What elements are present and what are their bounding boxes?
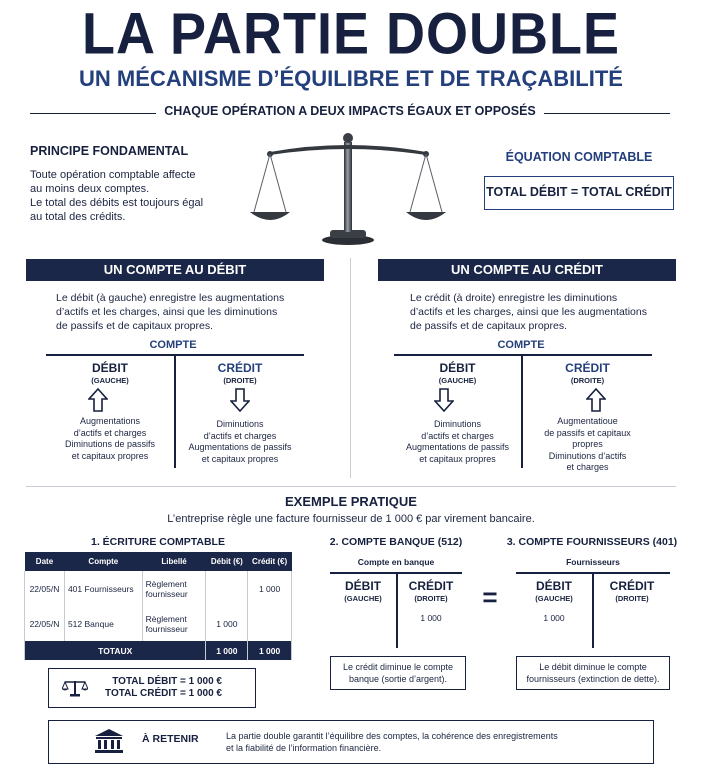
libelle-line: fournisseur — [145, 588, 188, 599]
cell-credit: 1 000 — [248, 571, 292, 606]
debit-col-sub: (GAUCHE) — [438, 376, 477, 385]
effect-line: Augmentations de passifs — [188, 442, 292, 452]
credit-col-sub: (DROITE) — [223, 376, 257, 385]
tagline-row — [30, 104, 670, 122]
debit-col-sub: (GAUCHE) — [344, 594, 382, 603]
arrow-up-icon — [88, 388, 108, 412]
column-header: Crédit (€) — [248, 552, 292, 571]
credit-description — [410, 291, 670, 333]
cell-date: 22/05/N — [25, 571, 65, 606]
retenir-text — [226, 730, 636, 754]
column-header: Libellé — [142, 552, 206, 571]
column-divider — [350, 258, 351, 478]
table-header-row — [25, 552, 292, 571]
fournisseurs-debit-value: 1 000 — [543, 613, 565, 623]
arrow-up-icon — [586, 388, 606, 412]
table-row — [25, 571, 292, 606]
credit-col-sub: (DROITE) — [570, 376, 605, 385]
column-header: Compte — [64, 552, 142, 571]
cell-libelle — [142, 606, 206, 641]
note-line: fournisseurs (extinction de dette). — [526, 674, 660, 684]
credit-col-sub: (DROITE) — [615, 594, 649, 603]
effect-line: d’actifs et charges — [203, 430, 277, 441]
principle-line: au moins deux comptes. — [30, 183, 150, 195]
effect-line: Augmentations — [79, 416, 141, 426]
cell-date: 22/05/N — [25, 606, 65, 641]
effect-line: Diminutions d’actifs — [548, 450, 627, 461]
fournisseurs-account-label: Fournisseurs — [566, 557, 620, 567]
example-title: EXEMPLE PRATIQUE — [285, 494, 417, 509]
desc-line: Le débit (à gauche) enregistre les augmentations — [56, 292, 285, 304]
equation-title: ÉQUATION COMPTABLE — [505, 150, 653, 164]
debit-description — [56, 291, 316, 333]
bank-icon — [94, 728, 124, 754]
effect-line: et capitaux propres — [201, 453, 279, 464]
totals-credit: 1 000 — [248, 641, 292, 660]
credit-col-sub: (DROITE) — [414, 594, 448, 603]
effect-line: propres — [572, 439, 603, 449]
debit-compte-label: COMPTE — [149, 339, 197, 351]
retenir-line: et la fiabilité de l’information financière. — [226, 743, 382, 753]
effect-line: d’actifs et charges — [73, 427, 147, 438]
cell-libelle — [142, 571, 206, 606]
credit-effect-text — [523, 416, 652, 474]
effect-line: Augmentatioue — [557, 416, 618, 426]
cell-credit — [248, 606, 292, 641]
banque-title: 2. COMPTE BANQUE (512) — [329, 536, 463, 548]
effect-line: de passifs et capitaux — [544, 427, 631, 438]
principle-line: Toute opération comptable affecte — [30, 169, 196, 181]
effect-line: Diminutions — [216, 419, 264, 429]
balance-scale-icon — [248, 126, 448, 248]
cell-compte: 401 Fournisseurs — [64, 571, 142, 606]
arrow-down-icon — [230, 388, 250, 412]
cell-compte: 512 Banque — [64, 606, 142, 641]
equation-box: TOTAL DÉBIT = TOTAL CRÉDIT — [484, 176, 674, 210]
retenir-line: La partie double garantit l’équilibre des comptes, la cohérence des enregistrements — [226, 731, 558, 741]
debit-col-label: DÉBIT — [439, 361, 476, 375]
credit-col-label: CRÉDIT — [408, 579, 454, 593]
fournisseurs-title: 3. COMPTE FOURNISSEURS (401) — [506, 536, 678, 548]
libelle-line: Règlement — [145, 613, 187, 624]
totals-debit: 1 000 — [206, 641, 248, 660]
example-text: L’entreprise règle une facture fournisseur de 1 000 € par virement bancaire. — [167, 513, 535, 525]
t-account-top — [394, 354, 652, 356]
desc-line: Le crédit (à droite) enregistre les diminutions — [410, 292, 618, 304]
journal-title: 1. ÉCRITURE COMPTABLE — [91, 536, 225, 548]
totals-label: TOTAUX — [25, 641, 206, 660]
note-line: Le crédit diminue le compte — [342, 662, 454, 672]
credit-col-label: CRÉDIT — [217, 361, 263, 375]
principle-line: au total des crédits. — [30, 211, 126, 223]
summary-debit: TOTAL DÉBIT = 1 000 € — [112, 676, 222, 687]
totals-summary — [100, 676, 250, 700]
libelle-line: Règlement — [145, 578, 187, 589]
principle-title: PRINCIPE FONDAMENTAL — [30, 144, 189, 158]
effect-line: Diminutions de passifs — [64, 439, 156, 449]
debit-col-label: DÉBIT — [92, 361, 128, 375]
cell-debit: 1 000 — [206, 606, 248, 641]
small-scale-icon — [62, 678, 88, 698]
libelle-line: fournisseur — [145, 623, 188, 634]
tagline: CHAQUE OPÉRATION A DEUX IMPACTS ÉGAUX ET OPPOSÉS — [156, 104, 544, 118]
page-subtitle: UN MÉCANISME D’ÉQUILIBRE ET DE TRAÇABILITÉ — [79, 66, 623, 91]
credit-col-label: CRÉDIT — [565, 361, 610, 375]
credit-banner: UN COMPTE AU CRÉDIT — [378, 259, 676, 281]
credit-effect-text — [176, 419, 304, 465]
debit-effect-text — [46, 416, 174, 462]
equals-sign: = — [482, 582, 498, 612]
banque-account-label: Compte en banque — [357, 557, 435, 567]
effect-line: et capitaux propres — [71, 450, 149, 461]
debit-col-label: DÉBIT — [536, 579, 572, 593]
credit-col-label: CRÉDIT — [609, 579, 655, 593]
effect-line: et charges — [566, 462, 609, 472]
column-header: Date — [25, 552, 65, 571]
page-title: LA PARTIE DOUBLE — [82, 1, 620, 67]
fournisseurs-note — [516, 656, 670, 690]
note-line: banque (sortie d’argent). — [348, 674, 448, 684]
banque-credit-value: 1 000 — [420, 613, 442, 623]
effect-line: et capitaux propres — [419, 453, 496, 464]
note-line: Le débit diminue le compte — [539, 662, 647, 672]
desc-line: de passifs et de capitaux propres. — [56, 320, 214, 332]
desc-line: d’actifs et les charges, ainsi que les diminutions — [56, 306, 278, 318]
debit-col-sub: (GAUCHE) — [535, 594, 573, 603]
banque-note — [330, 656, 466, 690]
debit-banner: UN COMPTE AU DÉBIT — [26, 259, 324, 281]
desc-line: d’actifs et les charges, ainsi que les augmentations — [410, 306, 647, 318]
debit-col-label: DÉBIT — [345, 579, 381, 593]
summary-credit: TOTAL CRÉDIT = 1 000 € — [105, 688, 222, 699]
debit-col-sub: (GAUCHE) — [91, 376, 129, 385]
desc-line: de passifs et de capitaux propres. — [410, 320, 568, 332]
cell-debit — [206, 571, 248, 606]
credit-compte-label: COMPTE — [497, 339, 545, 351]
effect-line: d’actifs et charges — [421, 430, 494, 441]
principle-text — [30, 168, 240, 224]
arrow-down-icon — [434, 388, 454, 412]
totals-row — [25, 641, 292, 660]
section-divider — [26, 486, 676, 487]
debit-effect-text — [394, 419, 521, 465]
table-row — [25, 606, 292, 641]
principle-line: Le total des débits est toujours égal — [30, 197, 204, 209]
journal-table — [24, 552, 292, 660]
effect-line: Augmentations de passifs — [405, 442, 510, 452]
effect-line: Diminutions — [433, 419, 482, 429]
retenir-title: À RETENIR — [142, 733, 199, 745]
column-header: Débit (€) — [206, 552, 248, 571]
